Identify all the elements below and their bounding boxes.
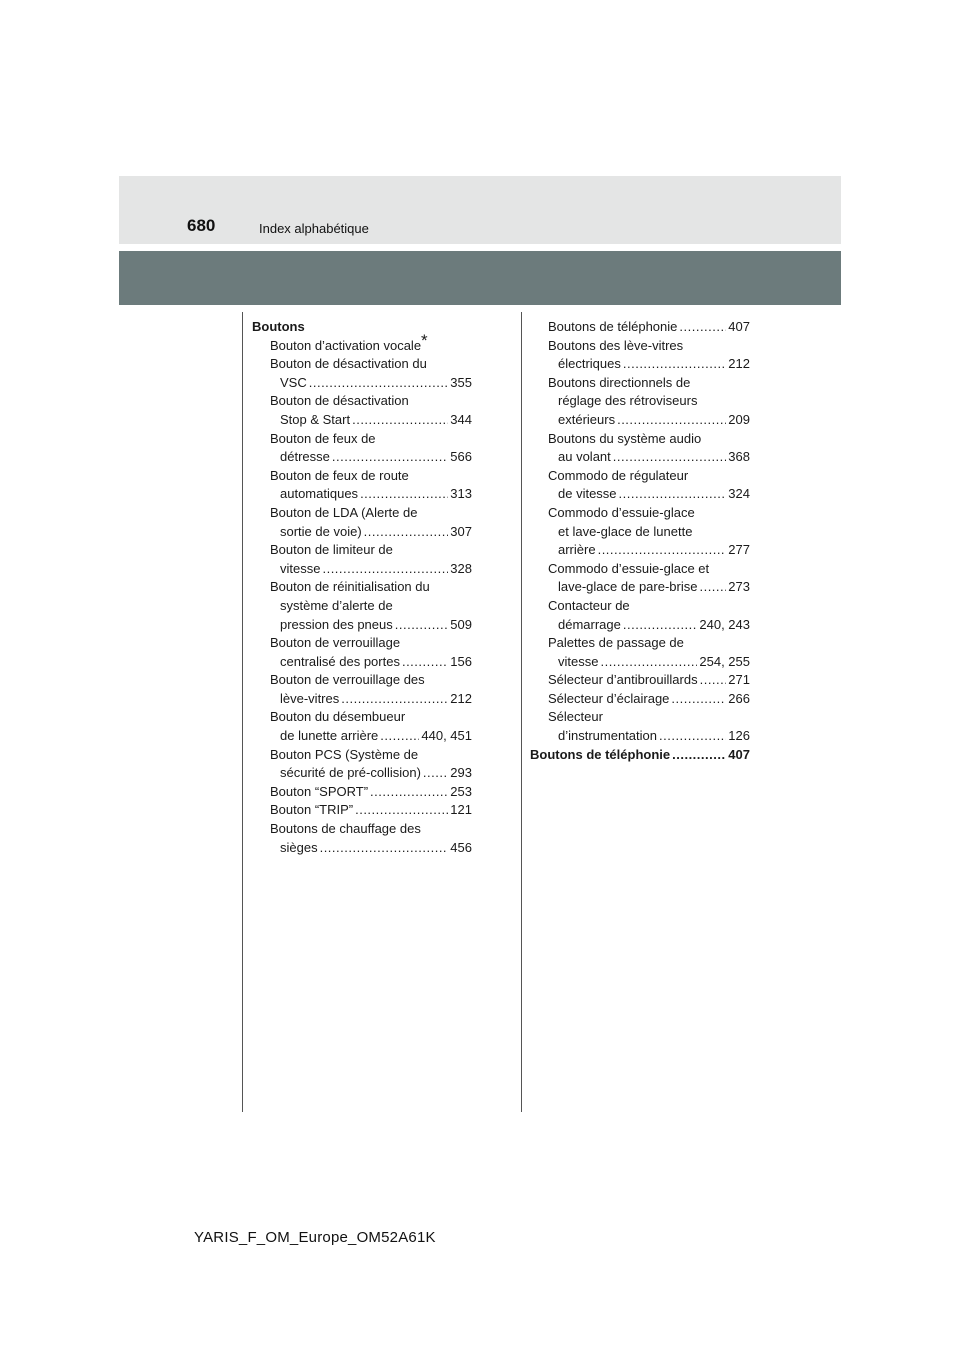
index-entry bbox=[252, 430, 472, 467]
entry-text: Boutons de chauffage des bbox=[270, 821, 421, 837]
index-entry-line bbox=[530, 355, 750, 374]
entry-text: détresse bbox=[280, 449, 330, 465]
index-entry bbox=[530, 504, 750, 560]
entry-text: Bouton de feux de bbox=[270, 430, 376, 446]
index-entry-line bbox=[530, 690, 750, 709]
index-entry bbox=[530, 597, 750, 634]
index-entry bbox=[252, 392, 472, 429]
index-entry-line bbox=[530, 411, 750, 430]
index-entry-line bbox=[530, 746, 750, 765]
index-top-entry bbox=[530, 746, 750, 765]
index-entry-line bbox=[252, 448, 472, 467]
index-entry-line bbox=[530, 597, 750, 616]
dot-leader bbox=[352, 411, 448, 430]
entry-page: 277 bbox=[728, 542, 750, 558]
entry-text: Bouton PCS (Système de bbox=[270, 746, 419, 762]
index-entry bbox=[252, 783, 472, 802]
index-entry-line bbox=[530, 727, 750, 746]
index-column-2 bbox=[530, 318, 750, 764]
entry-page: 355 bbox=[450, 374, 472, 390]
entry-page: 440, 451 bbox=[421, 728, 472, 744]
dot-leader bbox=[617, 411, 726, 430]
entry-page: 209 bbox=[728, 411, 750, 427]
index-entry bbox=[530, 318, 750, 337]
entry-text: lève-vitres bbox=[280, 690, 340, 706]
entry-text: et lave-glace de lunette bbox=[558, 523, 693, 539]
entry-text: d’instrumentation bbox=[558, 728, 657, 744]
index-entry-line bbox=[530, 671, 750, 690]
index-entry bbox=[252, 467, 472, 504]
index-entry-line bbox=[530, 541, 750, 560]
index-entry-line bbox=[252, 504, 472, 523]
index-entry bbox=[252, 708, 472, 745]
entry-text: de lunette arrière bbox=[280, 728, 379, 744]
dot-leader bbox=[355, 801, 448, 820]
header-dark-band bbox=[119, 251, 841, 305]
dot-leader bbox=[402, 653, 448, 672]
index-entry-line bbox=[252, 671, 472, 690]
dot-leader bbox=[370, 783, 448, 802]
entry-page: 328 bbox=[450, 560, 472, 576]
entry-text: lave-glace de pare-brise bbox=[558, 579, 698, 595]
entry-text: démarrage bbox=[558, 616, 621, 632]
dot-leader bbox=[332, 448, 448, 467]
entry-page: 307 bbox=[450, 523, 472, 539]
index-entry bbox=[530, 430, 750, 467]
entry-text: Stop & Start bbox=[280, 411, 351, 427]
index-entry-line bbox=[252, 578, 472, 597]
dot-leader bbox=[322, 560, 448, 579]
footnote-asterisk: * bbox=[421, 330, 428, 350]
entry-text: Commodo d’essuie-glace bbox=[548, 504, 695, 520]
entry-text: Bouton de feux de route bbox=[270, 467, 409, 483]
index-entry-line bbox=[252, 467, 472, 486]
entry-text: sièges bbox=[280, 839, 318, 855]
entry-page: 566 bbox=[450, 449, 472, 465]
index-entry-line bbox=[530, 616, 750, 635]
index-entry-line bbox=[252, 560, 472, 579]
dot-leader bbox=[671, 690, 726, 709]
entry-text: Bouton de désactivation bbox=[270, 393, 409, 409]
index-entry bbox=[252, 671, 472, 708]
dot-leader bbox=[699, 578, 726, 597]
entry-text: Palettes de passage de bbox=[548, 635, 684, 651]
entry-text: Bouton de réinitialisation du bbox=[270, 579, 430, 595]
entry-page: 126 bbox=[728, 728, 750, 744]
entry-page: 240, 243 bbox=[699, 616, 750, 632]
index-entry bbox=[530, 467, 750, 504]
index-entry-line bbox=[252, 839, 472, 858]
dot-leader bbox=[423, 764, 448, 783]
column-divider-left bbox=[242, 312, 243, 1112]
entry-text: réglage des rétroviseurs bbox=[558, 393, 698, 409]
entry-text: sortie de voie) bbox=[280, 523, 362, 539]
dot-leader bbox=[679, 318, 726, 337]
entry-page: 344 bbox=[450, 411, 472, 427]
entry-text: électriques bbox=[558, 356, 621, 372]
entry-page: 324 bbox=[728, 486, 750, 502]
entry-page: 271 bbox=[728, 672, 750, 688]
entry-text: arrière bbox=[558, 542, 596, 558]
entry-text: Sélecteur d’antibrouillards bbox=[548, 672, 698, 688]
entry-text: Boutons de téléphonie bbox=[548, 319, 678, 334]
index-entry bbox=[530, 634, 750, 671]
index-entry-line bbox=[252, 485, 472, 504]
dot-leader bbox=[613, 448, 727, 467]
entry-page: 121 bbox=[450, 802, 472, 818]
dot-leader bbox=[360, 485, 448, 504]
dot-leader bbox=[598, 541, 727, 560]
index-entry-line bbox=[252, 820, 472, 839]
entry-text: Commodo de régulateur bbox=[548, 467, 689, 483]
dot-leader bbox=[309, 374, 449, 393]
entry-page: 253 bbox=[450, 783, 472, 799]
index-entry-line bbox=[252, 597, 472, 616]
index-entry-line bbox=[252, 653, 472, 672]
header-band bbox=[119, 176, 841, 244]
entry-text: vitesse bbox=[558, 653, 599, 669]
dot-leader bbox=[623, 616, 698, 635]
index-entry-line bbox=[252, 801, 472, 820]
index-entry bbox=[530, 337, 750, 374]
index-entry-line bbox=[252, 708, 472, 727]
index-entry-line bbox=[530, 653, 750, 672]
entry-page: 407 bbox=[728, 319, 750, 334]
entry-text: Boutons directionnels de bbox=[548, 374, 691, 390]
entry-page: 509 bbox=[450, 616, 472, 632]
entry-text: Boutons de téléphonie bbox=[530, 746, 671, 762]
index-entry-line bbox=[530, 448, 750, 467]
index-entry bbox=[530, 671, 750, 690]
entry-text: Bouton d’activation vocale bbox=[270, 337, 422, 353]
index-entry-line bbox=[252, 392, 472, 411]
index-entry-line bbox=[252, 411, 472, 430]
entry-page: 273 bbox=[728, 579, 750, 595]
entry-text: Bouton du désembueur bbox=[270, 709, 406, 725]
index-entry-line bbox=[530, 485, 750, 504]
index-entry-line bbox=[252, 430, 472, 449]
index-entry-line bbox=[530, 708, 750, 727]
entry-text: Boutons des lève-vitres bbox=[548, 337, 684, 353]
entry-text: Bouton de limiteur de bbox=[270, 542, 393, 558]
index-entry-line bbox=[530, 392, 750, 411]
index-entry-line bbox=[252, 690, 472, 709]
document-code: YARIS_F_OM_Europe_OM52A61K bbox=[194, 1229, 436, 1246]
entry-text: Bouton de désactivation du bbox=[270, 356, 427, 372]
entry-text: Bouton “SPORT” bbox=[270, 783, 369, 799]
dot-leader bbox=[320, 839, 449, 858]
entry-text: au volant bbox=[558, 449, 611, 465]
index-entry-line bbox=[530, 430, 750, 449]
entry-text: Bouton de verrouillage bbox=[270, 635, 401, 651]
index-entry bbox=[530, 374, 750, 430]
entry-page: 254, 255 bbox=[699, 653, 750, 669]
index-entry-line bbox=[252, 616, 472, 635]
index-entry bbox=[252, 355, 472, 392]
entry-text: Commodo d’essuie-glace et bbox=[548, 560, 710, 576]
entry-text: automatiques bbox=[280, 486, 359, 502]
index-entry-line bbox=[530, 578, 750, 597]
index-entry bbox=[530, 690, 750, 709]
entry-text: sécurité de pré-collision) bbox=[280, 765, 421, 781]
index-entry-line bbox=[530, 523, 750, 542]
entry-page: 212 bbox=[450, 690, 472, 706]
index-entry bbox=[530, 708, 750, 745]
dot-leader bbox=[395, 616, 449, 635]
index-heading: Boutons bbox=[252, 319, 305, 334]
entry-text: VSC bbox=[280, 374, 307, 390]
index-entry bbox=[252, 330, 472, 356]
index-entry-line bbox=[252, 523, 472, 542]
index-entry bbox=[252, 820, 472, 857]
entry-page: 266 bbox=[728, 690, 750, 706]
index-entry bbox=[252, 578, 472, 634]
entry-page: 156 bbox=[450, 653, 472, 669]
dot-leader bbox=[380, 727, 419, 746]
entry-page: 456 bbox=[450, 839, 472, 855]
entry-text: système d’alerte de bbox=[280, 597, 393, 613]
index-entry-line bbox=[530, 467, 750, 486]
index-entry-line bbox=[252, 541, 472, 560]
section-title: Index alphabétique bbox=[259, 221, 369, 236]
index-entry-line bbox=[252, 374, 472, 393]
index-column-1 bbox=[252, 318, 472, 857]
page-number: 680 bbox=[187, 216, 216, 235]
entry-text: vitesse bbox=[280, 560, 321, 576]
entry-page: 368 bbox=[728, 449, 750, 465]
entry-text: Bouton de LDA (Alerte de bbox=[270, 504, 418, 520]
column-divider-middle bbox=[521, 312, 522, 1112]
entry-text: centralisé des portes bbox=[280, 653, 400, 669]
entry-text: de vitesse bbox=[558, 486, 617, 502]
dot-leader bbox=[623, 355, 726, 374]
index-entry-line bbox=[530, 318, 750, 337]
index-entry-line bbox=[530, 560, 750, 579]
entry-text: Contacteur de bbox=[548, 597, 630, 613]
entry-page: 212 bbox=[728, 356, 750, 372]
index-entry bbox=[530, 560, 750, 597]
index-entry-line bbox=[252, 355, 472, 374]
index-entry bbox=[252, 504, 472, 541]
dot-leader bbox=[364, 523, 449, 542]
index-entry-line bbox=[252, 727, 472, 746]
entry-text: pression des pneus bbox=[280, 616, 393, 632]
index-entry-line bbox=[252, 783, 472, 802]
index-entry-line bbox=[252, 764, 472, 783]
index-entry-line bbox=[530, 374, 750, 393]
dot-leader bbox=[619, 485, 727, 504]
index-entry-line bbox=[252, 634, 472, 653]
index-entry bbox=[252, 801, 472, 820]
entry-text: extérieurs bbox=[558, 411, 616, 427]
index-entry-line bbox=[530, 504, 750, 523]
index-entry bbox=[252, 746, 472, 783]
dot-leader bbox=[672, 746, 726, 765]
entry-text: Sélecteur bbox=[548, 709, 603, 725]
dot-leader bbox=[341, 690, 448, 709]
index-entry bbox=[252, 634, 472, 671]
index-entry-line bbox=[252, 746, 472, 765]
dot-leader bbox=[659, 727, 726, 746]
entry-text: Bouton de verrouillage des bbox=[270, 672, 425, 688]
entry-page: 313 bbox=[450, 486, 472, 502]
entry-text: Sélecteur d’éclairage bbox=[548, 690, 670, 706]
index-entry-line bbox=[252, 330, 472, 356]
index-entry-line bbox=[530, 634, 750, 653]
entry-text: Boutons du système audio bbox=[548, 430, 702, 446]
index-entry-line bbox=[530, 337, 750, 356]
dot-leader bbox=[600, 653, 697, 672]
entry-page: 407 bbox=[728, 746, 750, 762]
entry-page: 293 bbox=[450, 765, 472, 781]
index-entry bbox=[252, 541, 472, 578]
entry-text: Bouton “TRIP” bbox=[270, 802, 354, 818]
dot-leader bbox=[700, 671, 727, 690]
